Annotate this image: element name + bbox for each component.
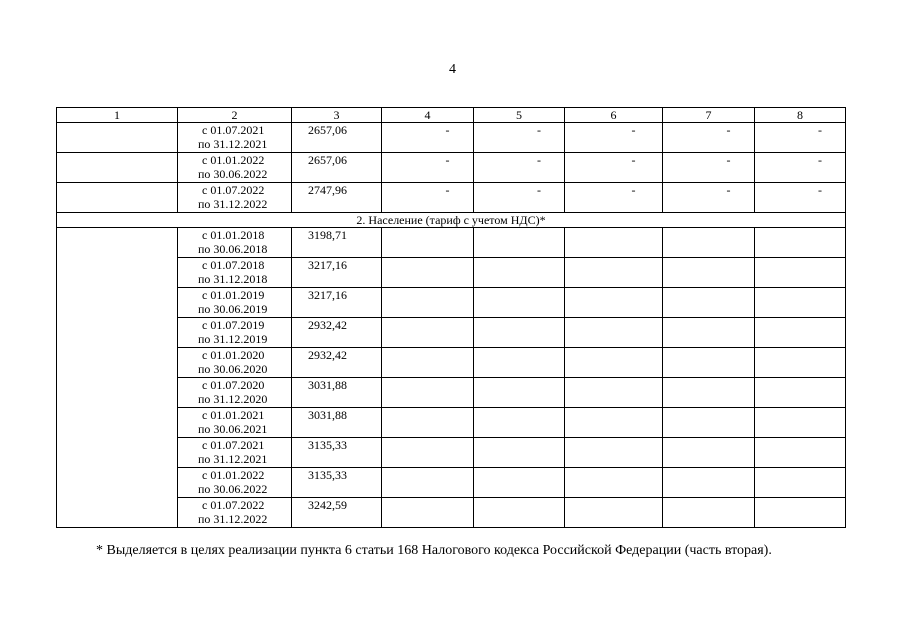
value-cell: 2657,06	[292, 123, 382, 153]
period-cell	[178, 318, 292, 348]
period-from: с 01.07.2022	[202, 183, 265, 197]
value-cell: 2932,42	[292, 318, 382, 348]
empty-cell	[382, 378, 474, 408]
period-to: по 31.12.2019	[198, 332, 268, 346]
period-to: по 31.12.2021	[198, 452, 268, 466]
empty-cell	[663, 288, 755, 318]
empty-cell	[565, 258, 663, 288]
group-cell	[57, 183, 178, 213]
dash-mark: -	[445, 183, 450, 197]
empty-cell	[474, 498, 565, 528]
empty-cell	[755, 348, 846, 378]
dash-cell	[382, 183, 474, 213]
value-cell: 2657,06	[292, 153, 382, 183]
empty-cell	[755, 378, 846, 408]
empty-cell	[663, 378, 755, 408]
period-to: по 31.12.2021	[198, 137, 268, 151]
table-row	[57, 228, 846, 258]
table-row	[57, 153, 846, 183]
period-from: с 01.07.2018	[202, 258, 265, 272]
dash-cell	[382, 153, 474, 183]
empty-cell	[663, 408, 755, 438]
period-from: с 01.07.2021	[202, 438, 265, 452]
period-to: по 31.12.2018	[198, 272, 268, 286]
empty-cell	[474, 228, 565, 258]
empty-cell	[382, 228, 474, 258]
value-cell: 2747,96	[292, 183, 382, 213]
empty-cell	[565, 288, 663, 318]
empty-cell	[474, 468, 565, 498]
empty-cell	[663, 228, 755, 258]
value-cell: 3217,16	[292, 288, 382, 318]
dash-mark: -	[631, 183, 636, 197]
empty-cell	[474, 288, 565, 318]
period-to: по 30.06.2022	[198, 167, 268, 181]
empty-cell	[382, 468, 474, 498]
group-cell	[57, 153, 178, 183]
empty-cell	[755, 438, 846, 468]
dash-cell	[565, 183, 663, 213]
empty-cell	[474, 318, 565, 348]
dash-mark: -	[726, 153, 731, 167]
period-to: по 30.06.2022	[198, 482, 268, 496]
dash-mark: -	[818, 183, 822, 197]
empty-cell	[474, 408, 565, 438]
table-row	[57, 123, 846, 153]
period-to: по 30.06.2021	[198, 422, 268, 436]
empty-cell	[382, 318, 474, 348]
dash-cell	[663, 123, 755, 153]
value-cell: 3217,16	[292, 258, 382, 288]
empty-cell	[565, 498, 663, 528]
period-cell	[178, 408, 292, 438]
dash-cell	[565, 123, 663, 153]
value-cell: 3198,71	[292, 228, 382, 258]
dash-mark: -	[537, 153, 541, 167]
dash-cell	[474, 153, 565, 183]
dash-cell	[755, 183, 846, 213]
period-cell	[178, 153, 292, 183]
period-cell	[178, 378, 292, 408]
period-cell	[178, 348, 292, 378]
dash-cell	[663, 153, 755, 183]
empty-cell	[382, 258, 474, 288]
period-cell	[178, 258, 292, 288]
period-from: с 01.01.2022	[202, 153, 265, 167]
empty-cell	[474, 348, 565, 378]
period-to: по 30.06.2020	[198, 362, 268, 376]
header-row	[57, 108, 846, 123]
empty-cell	[663, 318, 755, 348]
section-title: 2. Население (тариф с учетом НДС)*	[57, 213, 846, 228]
period-cell	[178, 228, 292, 258]
dash-cell	[474, 123, 565, 153]
period-to: по 31.12.2022	[198, 197, 268, 211]
empty-cell	[755, 318, 846, 348]
dash-cell	[382, 123, 474, 153]
period-cell	[178, 438, 292, 468]
empty-cell	[663, 438, 755, 468]
dash-mark: -	[726, 183, 731, 197]
period-from: с 01.01.2019	[202, 288, 265, 302]
dash-mark: -	[537, 123, 541, 137]
period-from: с 01.07.2019	[202, 318, 265, 332]
empty-cell	[755, 288, 846, 318]
empty-cell	[663, 498, 755, 528]
period-to: по 30.06.2019	[198, 302, 268, 316]
group-cell	[57, 123, 178, 153]
empty-cell	[382, 288, 474, 318]
dash-mark: -	[445, 153, 450, 167]
empty-cell	[755, 258, 846, 288]
empty-cell	[565, 438, 663, 468]
empty-cell	[755, 228, 846, 258]
dash-cell	[565, 153, 663, 183]
group-cell	[57, 228, 178, 528]
dash-mark: -	[818, 153, 822, 167]
dash-mark: -	[726, 123, 731, 137]
empty-cell	[565, 468, 663, 498]
value-cell: 3031,88	[292, 378, 382, 408]
column-header: 4	[382, 108, 474, 123]
dash-mark: -	[631, 123, 636, 137]
value-cell: 3135,33	[292, 468, 382, 498]
dash-mark: -	[631, 153, 636, 167]
column-header: 7	[663, 108, 755, 123]
column-header: 6	[565, 108, 663, 123]
empty-cell	[565, 348, 663, 378]
empty-cell	[565, 228, 663, 258]
period-cell	[178, 123, 292, 153]
period-from: с 01.07.2021	[202, 123, 265, 137]
period-to: по 30.06.2018	[198, 242, 268, 256]
empty-cell	[663, 258, 755, 288]
dash-cell	[663, 183, 755, 213]
empty-cell	[755, 468, 846, 498]
empty-cell	[663, 468, 755, 498]
page-number: 4	[449, 62, 456, 77]
period-from: с 01.01.2018	[202, 228, 265, 242]
column-header: 1	[57, 108, 178, 123]
column-header: 3	[292, 108, 382, 123]
period-from: с 01.07.2020	[202, 378, 265, 392]
value-cell: 2932,42	[292, 348, 382, 378]
empty-cell	[382, 348, 474, 378]
empty-cell	[474, 378, 565, 408]
period-from: с 01.01.2022	[202, 468, 265, 482]
dash-mark: -	[537, 183, 541, 197]
empty-cell	[565, 318, 663, 348]
tariff-table	[56, 107, 846, 528]
period-from: с 01.07.2022	[202, 498, 265, 512]
dash-mark: -	[818, 123, 822, 137]
empty-cell	[382, 408, 474, 438]
empty-cell	[474, 258, 565, 288]
period-cell	[178, 288, 292, 318]
footnote: * Выделяется в целях реализации пункта 6 статьи 168 Налогового кодекса Российской Федерации (часть вторая).	[96, 543, 772, 558]
period-from: с 01.01.2020	[202, 348, 265, 362]
period-to: по 31.12.2020	[198, 392, 268, 406]
empty-cell	[755, 498, 846, 528]
value-cell: 3135,33	[292, 438, 382, 468]
dash-cell	[755, 123, 846, 153]
dash-cell	[755, 153, 846, 183]
dash-cell	[474, 183, 565, 213]
empty-cell	[382, 438, 474, 468]
empty-cell	[565, 378, 663, 408]
empty-cell	[663, 348, 755, 378]
period-from: с 01.01.2021	[202, 408, 265, 422]
column-header: 8	[755, 108, 846, 123]
empty-cell	[755, 408, 846, 438]
section-row	[57, 213, 846, 228]
period-cell	[178, 468, 292, 498]
column-header: 5	[474, 108, 565, 123]
table-row	[57, 183, 846, 213]
empty-cell	[382, 498, 474, 528]
period-cell	[178, 183, 292, 213]
empty-cell	[565, 408, 663, 438]
dash-mark: -	[445, 123, 450, 137]
period-to: по 31.12.2022	[198, 512, 268, 526]
value-cell: 3242,59	[292, 498, 382, 528]
column-header: 2	[178, 108, 292, 123]
period-cell	[178, 498, 292, 528]
empty-cell	[474, 438, 565, 468]
value-cell: 3031,88	[292, 408, 382, 438]
